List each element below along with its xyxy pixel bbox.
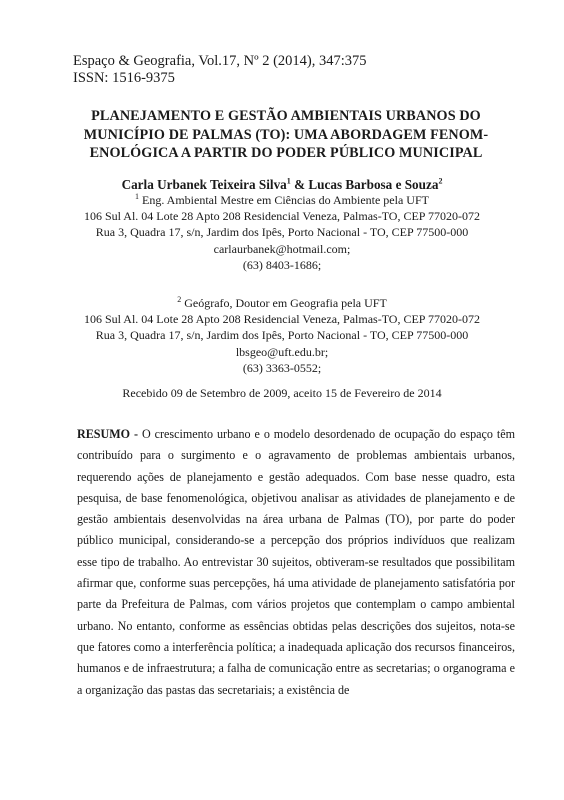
- title-line: MUNICÍPIO DE PALMAS (TO): UMA ABORDAGEM FENOM-: [83, 126, 489, 143]
- affiliation-address: Rua 3, Quadra 17, s/n, Jardim dos Ipês, Porto Nacional - TO, CEP 77500-000: [95, 225, 469, 240]
- author-list: [0, 177, 564, 193]
- affiliation-superscript: 2: [177, 295, 182, 304]
- author-separator: &: [294, 177, 309, 192]
- affiliation-address: 106 Sul Al. 04 Lote 28 Apto 208 Residencial Veneza, Palmas-TO, CEP 77020-072: [83, 312, 481, 327]
- abstract-text: O crescimento urbano e o modelo desordenado de ocupação do espaço têm contribuído para o surgimento e o agravamento de problemas ambientais urbanos, requerendo ações de planejamento e gestão adequados. Com base nesse quadro, esta pesquisa, de base fenomenológica, objetivou analisar as atividades de planejamento e de gestão ambientais desenvolvidas na área urbana de Palmas (TO), por parte do poder público municipal, considerando-se a percepção dos próprios indivíduos que realizam esse tipo de trabalho. Ao entrevistar 30 sujeitos, obtiveram-se resultados que possibilitam afirmar que, conforme suas percepções, há uma atividade de planejamento satisfatória por parte da Prefeitura de Palmas, com vários projetos que contemplam o campo ambiental urbano. No entanto, conforme as essências obtidas pelas descrições dos sujeitos, nota-se que fatores como a interferência política; a inadequada aplicação dos recursos financeiros, humanos e de infraestrutura; a falha de comunicação entre as secretarias; o organograma e a organização das pastas das secretariais; a existência de: [77, 427, 515, 697]
- affiliation-email: carlaurbanek@hotmail.com;: [213, 241, 351, 256]
- title-line: ENOLÓGICA A PARTIR DO PODER PÚBLICO MUNICIPAL: [89, 145, 483, 161]
- issn: ISSN: 1516-9375: [73, 70, 175, 86]
- affiliation-phone: (63) 3363-0552;: [242, 360, 322, 375]
- affiliation-degree: Eng. Ambiental Mestre em Ciências do Ambiente pela UFT: [142, 193, 429, 207]
- author-superscript: 1: [286, 176, 291, 186]
- paper-title: [66, 107, 506, 163]
- affiliation-email: lbsgeo@uft.edu.br;: [235, 344, 329, 359]
- author-name: Carla Urbanek Teixeira Silva: [121, 177, 287, 192]
- affiliation: [0, 192, 564, 273]
- affiliation: [0, 295, 564, 376]
- affiliation-address: Rua 3, Quadra 17, s/n, Jardim dos Ipês, Porto Nacional - TO, CEP 77500-000: [95, 328, 469, 343]
- journal-header: [73, 53, 367, 87]
- affiliation-phone: (63) 8403-1686;: [242, 257, 322, 272]
- author-name: Lucas Barbosa e Souza: [308, 177, 439, 192]
- affiliation-superscript: 1: [135, 192, 140, 201]
- affiliation-degree: Geógrafo, Doutor em Geografia pela UFT: [184, 296, 387, 310]
- abstract-label: RESUMO -: [77, 427, 139, 441]
- abstract: [77, 424, 515, 701]
- author-superscript: 2: [438, 176, 443, 186]
- received-date: Recebido 09 de Setembro de 2009, aceito 15 de Fevereiro de 2014: [122, 386, 442, 400]
- title-line: PLANEJAMENTO E GESTÃO AMBIENTAIS URBANOS DO: [91, 108, 481, 124]
- journal-citation: Espaço & Geografia, Vol.17, Nº 2 (2014), 347:375: [73, 53, 367, 69]
- affiliation-address: 106 Sul Al. 04 Lote 28 Apto 208 Residencial Veneza, Palmas-TO, CEP 77020-072: [83, 209, 481, 224]
